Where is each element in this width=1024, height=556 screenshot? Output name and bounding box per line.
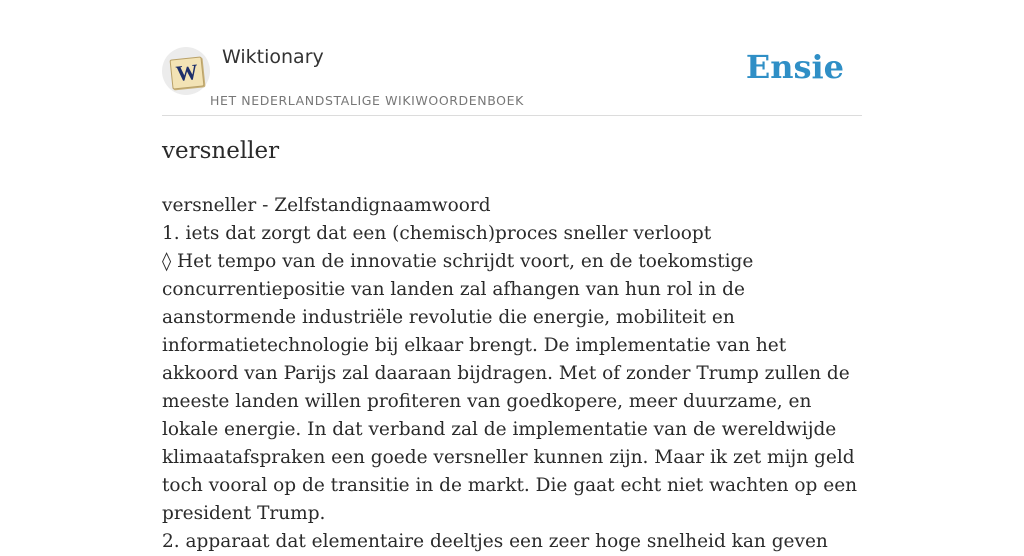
site-header	[162, 40, 862, 116]
entry-heading: versneller - Zelfstandignaamwoord	[162, 195, 491, 216]
entry-title: versneller	[162, 138, 280, 164]
wiktionary-logo-icon[interactable]	[162, 47, 210, 95]
logo-letter: W	[174, 58, 200, 87]
definition-2: 2. apparaat dat elementaire deeltjes een zeer hoge snelheid kan geven	[162, 531, 828, 552]
site-tagline: HET NEDERLANDSTALIGE WIKIWOORDENBOEK	[210, 93, 524, 108]
entry-content	[162, 192, 862, 556]
logo-tile	[170, 56, 205, 89]
ensie-brand-link[interactable]: Ensie	[745, 48, 844, 86]
site-name-link[interactable]: Wiktionary	[222, 46, 324, 68]
example-1: ◊ Het tempo van de innovatie schrijdt voort, en de toekomstige concurrentiepositie van landen zal afhangen van hun rol in de aanstormende industriële revolutie die energie, mobiliteit en informatietechnologie bij elkaar brengt. De implementatie van het akkoord van Parijs zal daaraan bijdragen. Met of zonder Trump zullen de meeste landen willen profiteren van goedkopere, meer duurzame, en lokale energie. In dat verband zal de implementatie van de wereldwijde klimaatafspraken een goede versneller kunnen zijn. Maar ik zet mijn geld toch vooral op de transitie in de markt. Die gaat echt niet wachten op een president Trump.	[162, 251, 858, 524]
definition-1: 1. iets dat zorgt dat een (chemisch)proces sneller verloopt	[162, 223, 712, 244]
